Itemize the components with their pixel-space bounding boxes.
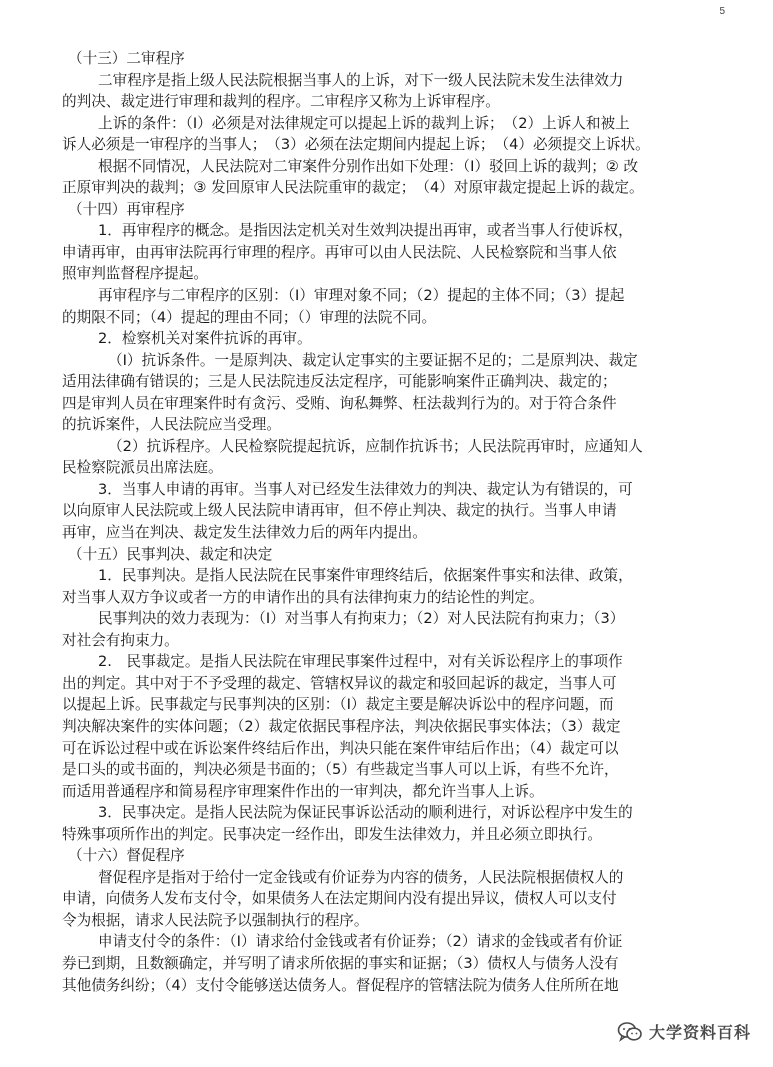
text-line: 的抗诉案件，人民法院应当受理。 xyxy=(62,416,281,434)
text-line: 2. 民事裁定。是指人民法院在审理民事案件过程中，对有关诉讼程序上的事项作 xyxy=(98,653,623,671)
text-line: 特殊事项所作出的判定。民事决定一经作出，即发生法律效力，并且必须立即执行。 xyxy=(62,825,602,843)
text-line: 1．民事判决。是指人民法院在民事案件审理终结后，依据案件事实和法律、政策， xyxy=(98,567,633,585)
text-line: 3．当事人申请的再审。当事人对已经发生法律效力的判决、裁定认为有错误的，可 xyxy=(98,480,633,498)
text-line: 督促程序是指对于给付一定金钱或有价证券为内容的债务，人民法院根据债权人的 xyxy=(98,868,624,886)
text-line: 再审，应当在判决、裁定发生法律效力后的两年内提出。 xyxy=(62,524,427,542)
text-line: 以向原审人民法院或上级人民法院申请再审，但不停止判决、裁定的执行。当事人申请 xyxy=(62,502,617,520)
text-line: 申请，向债务人发布支付令，如果债务人在法定期间内没有提出异议，债权人可以支付 xyxy=(62,890,617,908)
page-number: 5 xyxy=(719,6,725,17)
text-line: 照审判监督程序提起。 xyxy=(62,265,208,283)
text-line: 民检察院派员出席法庭。 xyxy=(62,459,223,477)
text-line: （I）抗诉条件。一是原判决、裁定认定事实的主要证据不足的；二是原判决、裁定 xyxy=(108,351,638,369)
text-line: （十五）民事判决、裁定和决定 xyxy=(68,545,273,563)
text-line: 的判决、裁定进行审理和裁判的程序。二审程序又称为上诉审程序。 xyxy=(62,93,500,111)
text-line: 以提起上诉。民事裁定与民事判决的区别：（I）裁定主要是解决诉讼中的程序问题，而 xyxy=(62,696,614,714)
watermark-text: 大学资料百科 xyxy=(648,1023,751,1042)
text-line: 四是审判人员在审理案件时有贪污、受贿、询私舞弊、枉法裁判行为的。对于符合条件 xyxy=(62,394,617,412)
text-line: （十六）督促程序 xyxy=(68,847,185,865)
watermark xyxy=(617,1020,751,1043)
text-line: 对当事人双方争议或者一方的申请作出的具有法律拘束力的结论性的判定。 xyxy=(62,588,544,606)
text-line: 令为根据，请求人民法院予以强制执行的程序。 xyxy=(62,911,369,929)
text-line: 其他债务纠纷；（4）支付令能够送达债务人。督促程序的管辖法院为债务人住所所在地 xyxy=(62,976,619,994)
text-line: 对社会有拘束力。 xyxy=(62,631,179,649)
text-line: 再审程序与二审程序的区别：（I）审理对象不同；（2）提起的主体不同；（3）提起 xyxy=(98,287,625,305)
text-line: 2．检察机关对案件抗诉的再审。 xyxy=(98,330,312,348)
text-line: 可在诉讼过程中或在诉讼案件终结后作出，判决只能在案件审结后作出；（4）裁定可以 xyxy=(62,739,619,757)
text-line: 上诉的条件：（I）必须是对法律规定可以提起上诉的裁判上诉； （2）上诉人和被上 xyxy=(98,114,630,132)
text-line: （2）抗诉程序。人民检察院提起抗诉，应制作抗诉书；人民法院再审时，应通知人 xyxy=(108,437,643,455)
text-line: 出的判定。其中对于不予受理的裁定、管辖权异议的裁定和驳回起诉的裁定，当事人可 xyxy=(62,674,617,692)
document-body xyxy=(62,48,730,996)
text-line: 是口头的或书面的，判决必须是书面的；（5）有些裁定当事人可以上诉，有些不允许， xyxy=(62,761,619,779)
text-line: 申请再审，由再审法院再行审理的程序。再审可以由人民法院、人民检察院和当事人依 xyxy=(62,243,617,261)
text-line: 而适用普通程序和简易程序审理案件作出的一审判决，都允许当事人上诉。 xyxy=(62,782,544,800)
wechat-icon xyxy=(617,1021,643,1043)
text-line: 民事判决的效力表现为：（I）对当事人有拘束力；（2）对人民法院有拘束力；（3） xyxy=(98,610,625,628)
text-line: 正原审判决的裁判；③ 发回原审人民法院重审的裁定； （4）对原审裁定提起上诉的裁定。 xyxy=(62,179,644,197)
text-line: 3．民事决定。是指人民法院为保证民事诉讼活动的顺利进行，对诉讼程序中发生的 xyxy=(98,804,633,822)
text-line: 判决解决案件的实体问题；（2）裁定依据民事程序法，判决依据民事实体法；（3）裁定 xyxy=(62,717,621,735)
text-line: 1．再审程序的概念。是指因法定机关对生效判决提出再审，或者当事人行使诉权， xyxy=(98,222,633,240)
text-line: 二审程序是指上级人民法院根据当事人的上诉，对下一级人民法院未发生法律效力 xyxy=(98,71,624,89)
text-line: 适用法律确有错误的；三是人民法院违反法定程序，可能影响案件正确判决、裁定的； xyxy=(62,373,617,391)
text-line: 诉人必须是一审程序的当事人； （3）必须在法定期间内提起上诉； （4）必须提交上诉状。 xyxy=(62,136,650,154)
text-line: 根据不同情况，人民法院对二审案件分别作出如下处理：（I）驳回上诉的裁判；② 改 xyxy=(98,157,639,175)
text-line: 券已到期，且数额确定，并写明了请求所依据的事实和证据；（3）债权人与债务人没有 xyxy=(62,954,619,972)
text-line: 的期限不同；（4）提起的理由不同；（）审理的法院不同。 xyxy=(62,308,437,326)
text-line: （十四）再审程序 xyxy=(68,200,185,218)
text-line: 申请支付令的条件：（I）请求给付金钱或者有价证券；（2）请求的金钱或者有价证 xyxy=(98,933,623,951)
text-line: （十三）二审程序 xyxy=(68,50,185,67)
